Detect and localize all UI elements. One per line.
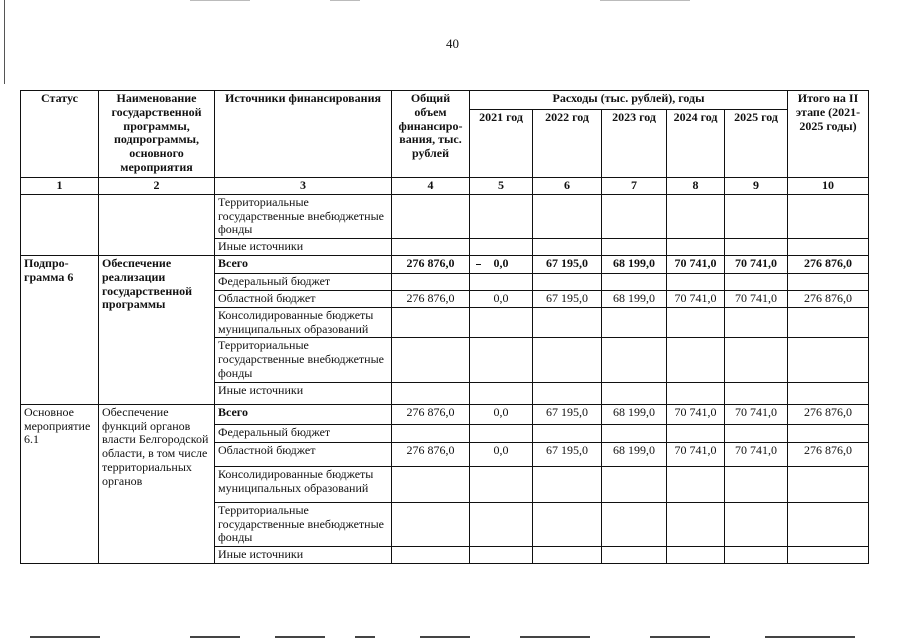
year-value-cell: 70 741,0 [667, 404, 725, 424]
scan-edge-mark [330, 0, 360, 1]
source-cell: Консолидированные бюджеты муниципальных образований [215, 307, 392, 338]
total-volume-cell: 276 876,0 [392, 290, 470, 307]
header-expenses-title: Расходы (тыс. рублей), годы [470, 91, 788, 110]
scan-edge-mark [600, 0, 690, 1]
header-total-volume: Общий объем финансиро-вания, тыс. рублей [392, 91, 470, 178]
column-number: 10 [788, 178, 869, 195]
header-year: 2022 год [533, 110, 602, 178]
carryover-section [21, 194, 869, 255]
source-cell: Территориальные государственные внебюджетные фонды [215, 194, 392, 238]
year-value-cell: 68 199,0 [602, 404, 667, 424]
status-cell: Основное мероприятие 6.1 [21, 404, 99, 563]
year-value-cell: 67 195,0 [533, 290, 602, 307]
main-activity-6-1-section [21, 404, 869, 563]
scan-edge-mark [420, 636, 470, 638]
column-number: 2 [99, 178, 215, 195]
source-cell: Всего [215, 255, 392, 273]
status-cell [21, 194, 99, 255]
header-stage-total: Итого на II этапе (2021-2025 годы) [788, 91, 869, 178]
source-cell: Федеральный бюджет [215, 273, 392, 290]
source-cell: Федеральный бюджет [215, 424, 392, 442]
stage-total-cell: 276 876,0 [788, 255, 869, 273]
year-value-cell: 0,0 [470, 255, 533, 273]
column-number: 8 [667, 178, 725, 195]
total-volume-cell: 276 876,0 [392, 442, 470, 466]
header-name: Наименование государственной программы, подпрограммы, основного мероприятия [99, 91, 215, 178]
scan-edge-mark [765, 636, 855, 638]
column-number: 5 [470, 178, 533, 195]
scan-edge-mark [520, 636, 590, 638]
year-value-cell: 0,0 [470, 404, 533, 424]
total-volume-cell: 276 876,0 [392, 255, 470, 273]
year-value-cell: 70 741,0 [667, 255, 725, 273]
scan-edge-mark [190, 0, 250, 1]
source-cell: Иные источники [215, 547, 392, 564]
source-cell: Областной бюджет [215, 290, 392, 307]
source-cell: Всего [215, 404, 392, 424]
header-status: Статус [21, 91, 99, 178]
header-year: 2021 год [470, 110, 533, 178]
financing-table [20, 90, 869, 564]
scan-edge-mark [30, 636, 100, 638]
column-number: 4 [392, 178, 470, 195]
column-number: 1 [21, 178, 99, 195]
year-value-cell: 67 195,0 [533, 255, 602, 273]
header-sources: Источники финансирования [215, 91, 392, 178]
scan-edge-mark [650, 636, 710, 638]
source-cell: Иные источники [215, 239, 392, 256]
header-year: 2023 год [602, 110, 667, 178]
year-value-cell: 0,0 [470, 442, 533, 466]
year-value-cell: 70 741,0 [667, 442, 725, 466]
name-cell: Обеспечение функций органов власти Белгородской области, в том числе территориальных органов [99, 404, 215, 563]
column-number: 9 [725, 178, 788, 195]
source-cell: Иные источники [215, 382, 392, 404]
year-value-cell: 70 741,0 [725, 404, 788, 424]
column-number: 7 [602, 178, 667, 195]
name-cell: Обеспечение реализации государственной программы [99, 255, 215, 404]
source-cell: Территориальные государственные внебюджетные фонды [215, 338, 392, 382]
year-value-cell: 70 741,0 [725, 255, 788, 273]
year-value-cell: 68 199,0 [602, 290, 667, 307]
header-year: 2025 год [725, 110, 788, 178]
source-cell: Областной бюджет [215, 442, 392, 466]
status-cell: Подпро-грамма 6 [21, 255, 99, 404]
table-header [21, 91, 869, 195]
year-value-cell: 70 741,0 [725, 290, 788, 307]
source-cell: Территориальные государственные внебюджетные фонды [215, 502, 392, 546]
stage-total-cell: 276 876,0 [788, 404, 869, 424]
total-volume-cell: 276 876,0 [392, 404, 470, 424]
year-value-cell: 68 199,0 [602, 255, 667, 273]
scan-edge-mark [190, 636, 240, 638]
year-value-cell: 0,0 [470, 290, 533, 307]
year-value-cell: 67 195,0 [533, 442, 602, 466]
page-number: 40 [446, 36, 459, 51]
name-cell [99, 194, 215, 255]
subprogram-6-section [21, 255, 869, 404]
stage-total-cell: 276 876,0 [788, 290, 869, 307]
header-year: 2024 год [667, 110, 725, 178]
scan-edge-mark [355, 636, 375, 638]
year-value-cell: 70 741,0 [667, 290, 725, 307]
column-number: 6 [533, 178, 602, 195]
year-value-cell: 68 199,0 [602, 442, 667, 466]
scan-edge-mark [275, 636, 325, 638]
column-number: 3 [215, 178, 392, 195]
year-value-cell: 70 741,0 [725, 442, 788, 466]
stage-total-cell: 276 876,0 [788, 442, 869, 466]
year-value-cell: 67 195,0 [533, 404, 602, 424]
source-cell: Консолидированные бюджеты муниципальных образований [215, 466, 392, 502]
